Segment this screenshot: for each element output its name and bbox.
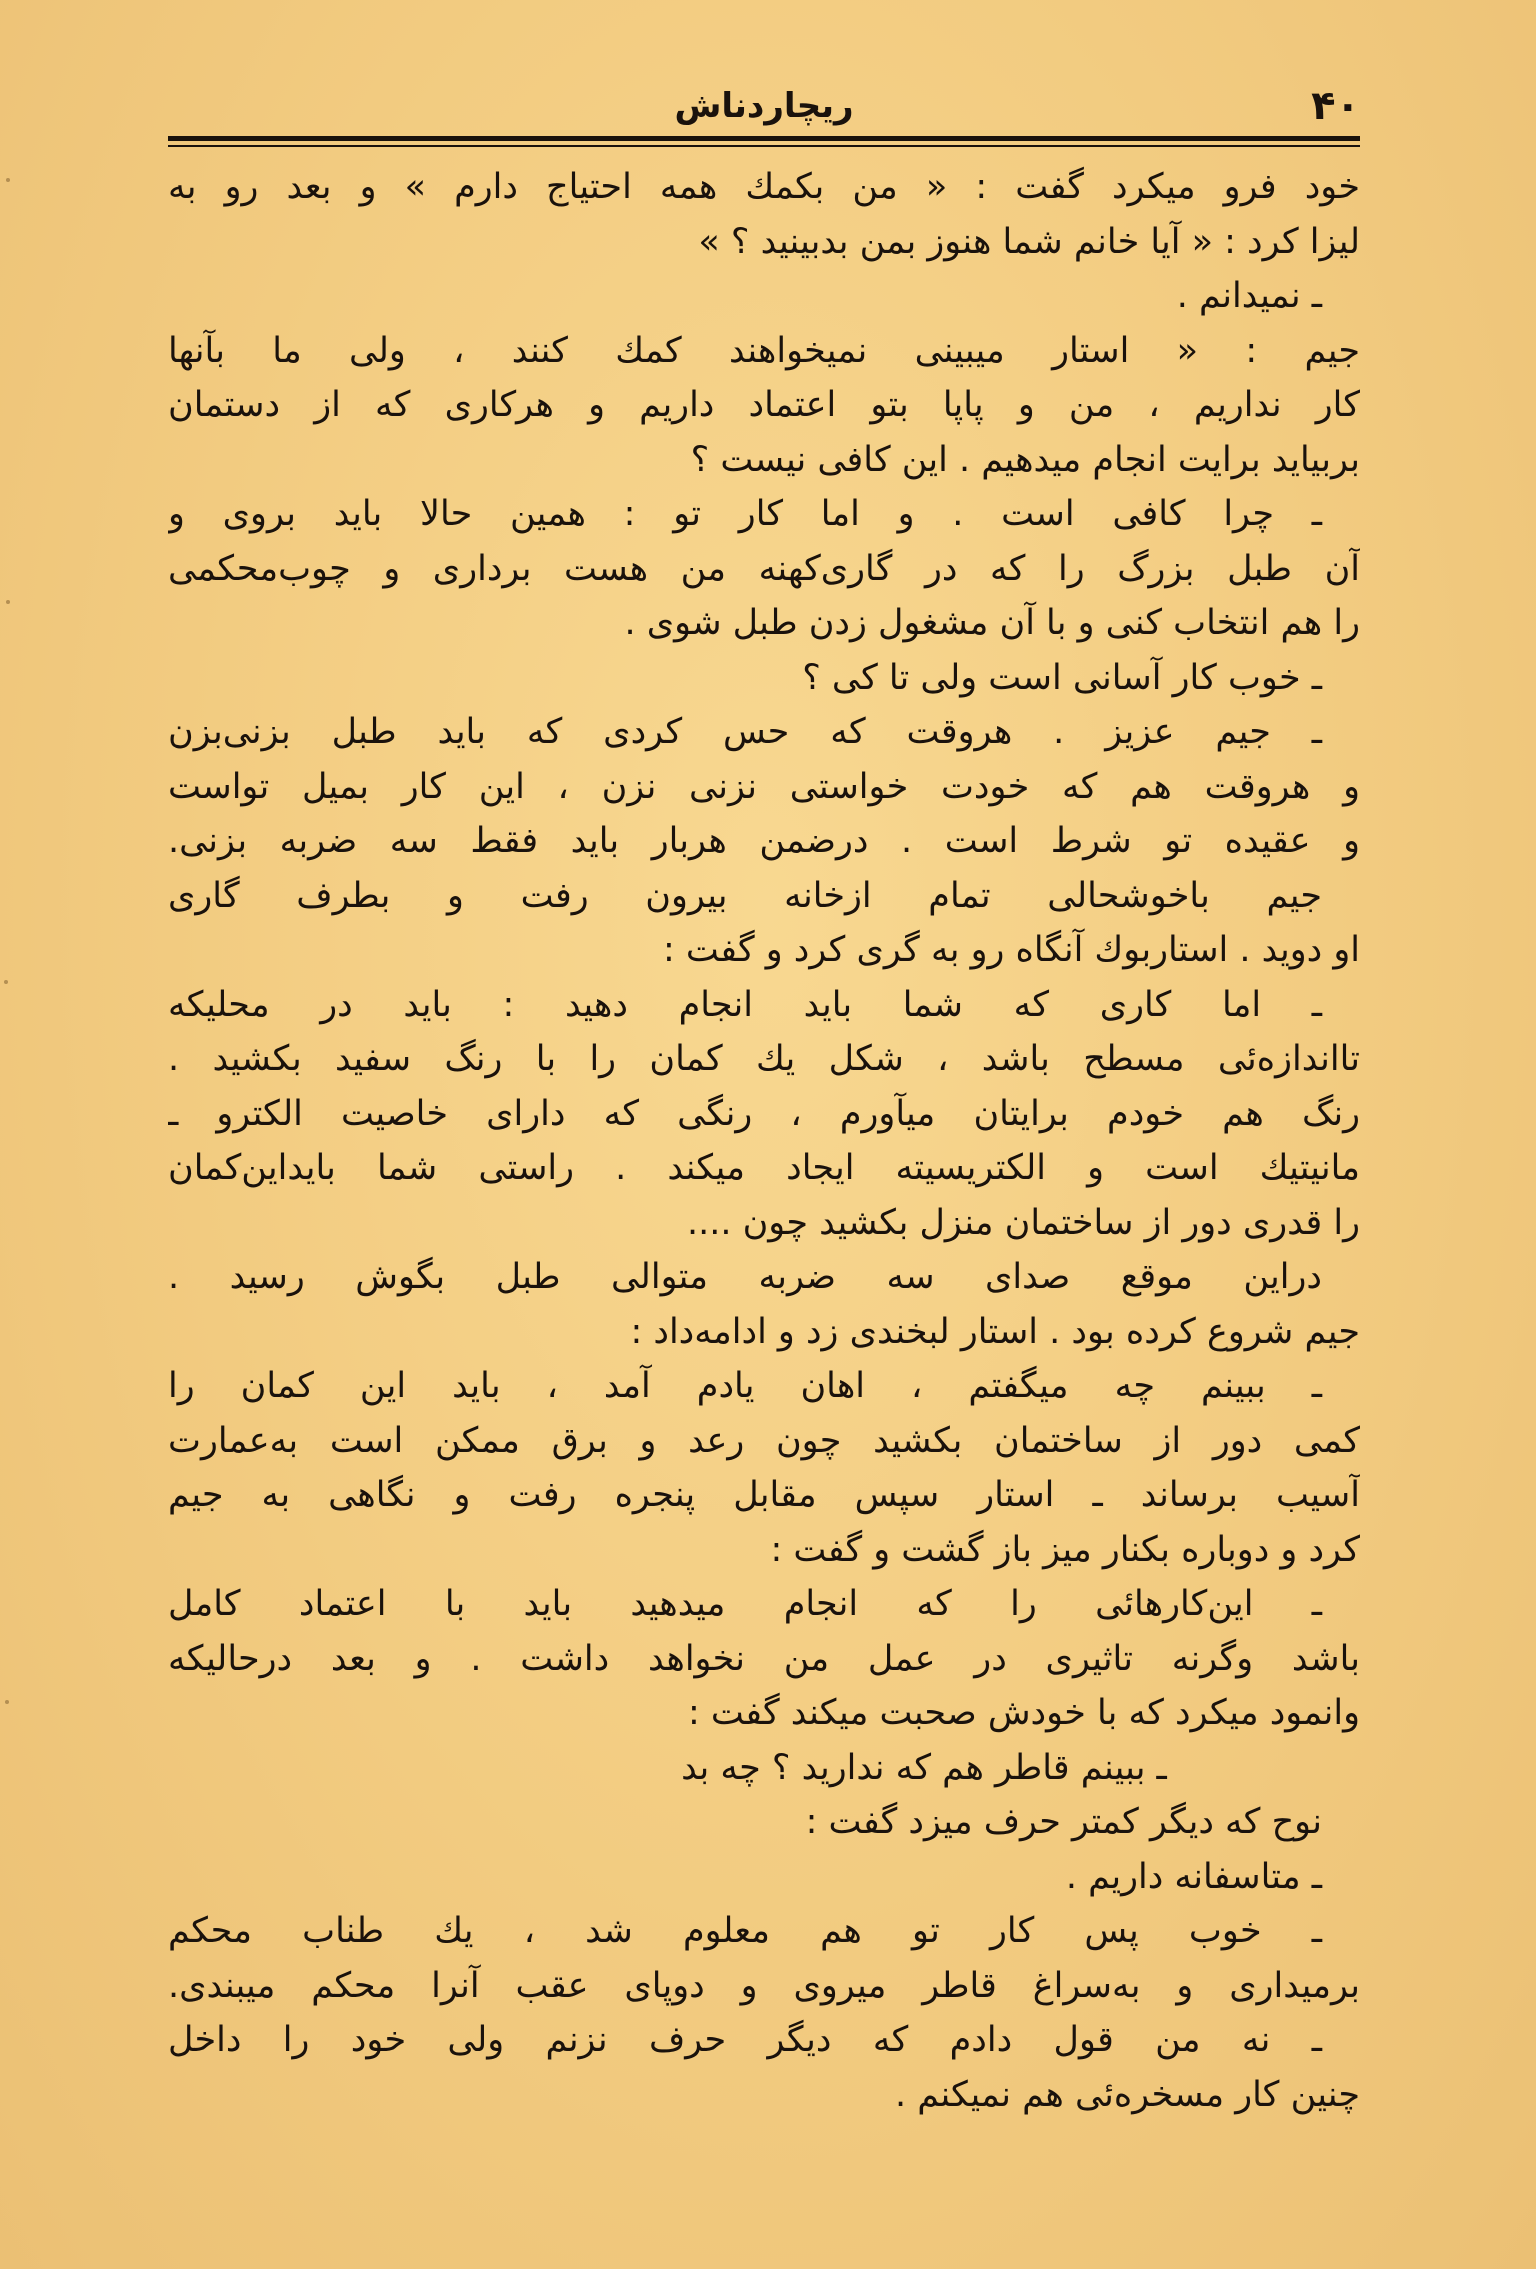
text-line: ـ نمیدانم . xyxy=(1176,276,1322,316)
header-rule-thick xyxy=(168,136,1360,141)
running-title: ریچاردناش xyxy=(674,86,854,126)
text-line: خود فرو میکرد گفت : « من بکمك همه احتیاج دارم » و بعد رو به xyxy=(168,167,1360,207)
text-line: کار نداریم ، من و پاپا بتو اعتماد داریم و هرکاری که از دستمان xyxy=(168,385,1360,425)
text-line: نوح که دیگر کمتر حرف میزد گفت : xyxy=(805,1802,1322,1842)
text-line: باشد وگرنه تاثیری در عمل من نخواهد داشت . و بعد درحالیکه xyxy=(168,1638,1360,1679)
text-line: ـ این‌کارهائی را که انجام میدهید باید با اعتماد کامل xyxy=(168,1584,1322,1624)
text-line: او دوید . استاربوك آنگاه رو به گری کرد و گفت : xyxy=(662,930,1360,970)
text-line: ـ اما کاری که شما باید انجام دهید : باید در محلیکه xyxy=(168,984,1322,1025)
text-line: وانمود میکرد که با خودش صحبت میکند گفت : xyxy=(687,1693,1360,1733)
text-line: را قدری دور از ساختمان منزل بکشید چون .... xyxy=(686,1202,1360,1243)
text-line: و هروقت هم که خودت خواستی نزنی نزن ، این کار بمیل تواست xyxy=(168,766,1360,807)
text-line: برمیداری و به‌سراغ قاطر میروی و دوپای عقب آنرا محکم میبندی. xyxy=(168,1965,1360,2006)
text-line: جیم شروع کرده بود . استار لبخندی زد و ادامه‌داد : xyxy=(630,1311,1360,1352)
text-line: و عقیده تو شرط است . درضمن هربار باید فقط سه ضربه بزنی. xyxy=(168,821,1360,861)
text-line: جیم : « استار میبینی نمیخواهند کمك کنند ، ولی ما بآنها xyxy=(168,330,1360,371)
body-text xyxy=(168,160,1360,2122)
text-line: ـ نه من قول دادم که دیگر حرف نزنم ولی خود را داخل xyxy=(168,2020,1322,2060)
text-line: ـ خوب پس کار تو هم معلوم شد ، یك طناب محکم xyxy=(168,1911,1322,1951)
text-line: مانیتیك است و الکتریسیته ایجاد میکند . راستی شما بایداین‌کمان xyxy=(168,1148,1360,1188)
text-line: کرد و دوباره بکنار میز باز گشت و گفت : xyxy=(770,1529,1360,1570)
margin-speck xyxy=(4,980,8,984)
text-line: تااندازه‌ئی مسطح باشد ، شکل یك کمان را با رنگ سفید بکشید . xyxy=(168,1039,1360,1079)
text-line: ـ ببینم چه میگفتم ، اهان یادم آمد ، باید این کمان را xyxy=(168,1366,1322,1406)
text-line: کمی دور از ساختمان بکشید چون رعد و برق ممکن است به‌عمارت xyxy=(168,1420,1360,1461)
margin-speck xyxy=(6,178,10,182)
text-line: جیم باخوشحالی تمام ازخانه بیرون رفت و بطرف گاری xyxy=(168,875,1322,916)
text-line: دراین موقع صدای سه ضربه متوالی طبل بگوش رسید . xyxy=(168,1257,1322,1297)
text-line: را هم انتخاب کنی و با آن مشغول زدن طبل شوی . xyxy=(624,603,1360,643)
text-line: آسیب برساند ـ استار سپس مقابل پنجره رفت و نگاهی به جیم xyxy=(168,1475,1360,1515)
text-line: ـ ببینم قاطر هم که ندارید ؟ چه بد xyxy=(681,1747,1167,1788)
text-line: لیزا کرد : « آیا خانم شما هنوز بمن بدبینید ؟ » xyxy=(698,221,1360,262)
margin-speck xyxy=(5,1700,9,1704)
text-line: ـ متاسفانه داریم . xyxy=(1065,1856,1322,1897)
text-line: بربیاید برایت انجام میدهیم . این کافی نیست ؟ xyxy=(690,439,1360,480)
text-line: ـ جیم عزیز . هروقت که حس کردی که باید طبل بزنی‌بزن xyxy=(168,712,1322,752)
text-line: آن طبل بزرگ را که در گاری‌کهنه من هست برداری و چوب‌محکمی xyxy=(168,548,1360,589)
text-line: ـ چرا کافی است . و اما کار تو : همین حالا باید بروی و xyxy=(168,494,1322,534)
margin-speck xyxy=(6,600,10,604)
header-rule-thin xyxy=(168,145,1360,147)
page-header xyxy=(168,78,1360,134)
text-line: چنین کار مسخره‌ئی هم نمیکنم . xyxy=(895,2074,1360,2115)
text-line: رنگ هم خودم برایتان میآورم ، رنگی که دارای خاصیت الکترو ـ xyxy=(168,1093,1360,1134)
page-number: ۴۰ xyxy=(1311,83,1360,129)
text-line: ـ خوب کار آسانی است ولی تا کی ؟ xyxy=(802,657,1322,698)
